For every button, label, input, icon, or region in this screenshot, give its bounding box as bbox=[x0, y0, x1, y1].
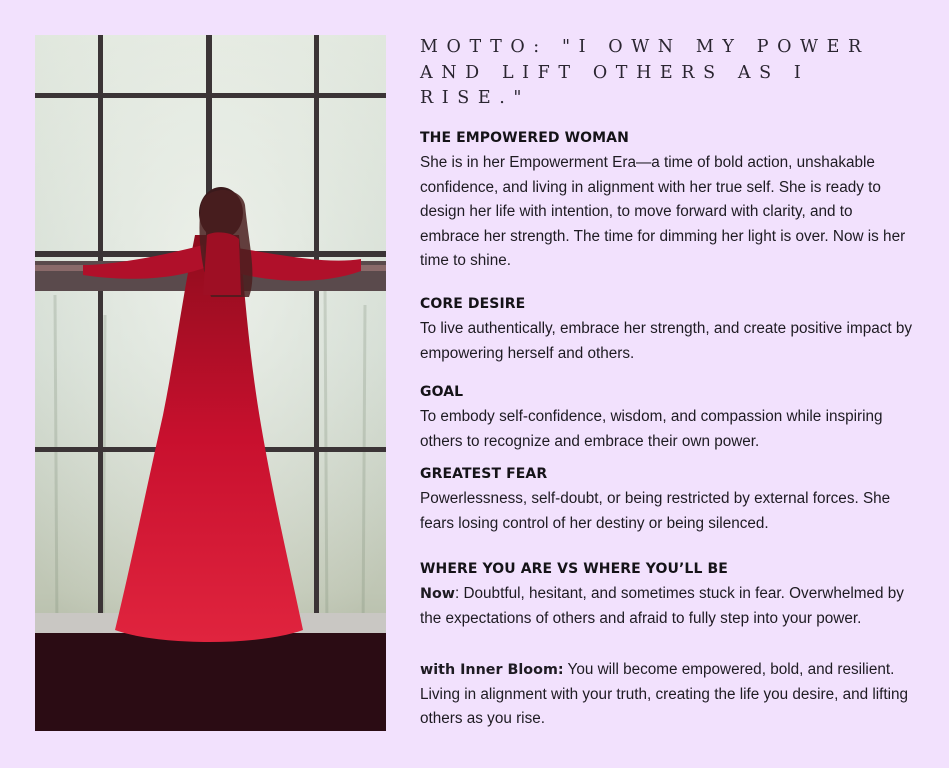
section-greatest-fear bbox=[420, 464, 915, 536]
photo-illustration bbox=[35, 35, 386, 731]
bloom-text: You will become empowered, bold, and resilient. Living in alignment with your truth, creating the life you desire, and lifting others as you rise. bbox=[420, 661, 909, 727]
section-inner-bloom bbox=[420, 655, 915, 732]
section-title: GOAL bbox=[420, 384, 464, 400]
section-goal bbox=[420, 382, 915, 454]
text-panel bbox=[420, 35, 915, 727]
section-core-desire bbox=[420, 294, 915, 366]
section-where-you-are bbox=[420, 559, 915, 631]
section-body: To live authentically, embrace her strength, and create positive impact by empowering herself and others. bbox=[420, 320, 913, 362]
section-title: GREATEST FEAR bbox=[420, 466, 548, 482]
section-title: CORE DESIRE bbox=[420, 296, 526, 312]
bloom-paragraph bbox=[420, 658, 915, 732]
section-body: To embody self-confidence, wisdom, and compassion while inspiring others to recognize and embrace their own power. bbox=[420, 408, 883, 450]
motto-heading: MOTTO: "I OWN MY POWER AND LIFT OTHERS AS I RISE." bbox=[420, 37, 870, 108]
section-empowered-woman bbox=[420, 128, 915, 274]
section-body: Powerlessness, self-doubt, or being restricted by external forces. She fears losing control of her destiny or being silenced. bbox=[420, 490, 891, 532]
now-paragraph bbox=[420, 582, 915, 631]
woman-in-red-dress-photo bbox=[35, 35, 386, 731]
section-title: WHERE YOU ARE VS WHERE YOU’LL BE bbox=[420, 561, 728, 577]
bloom-label: with Inner Bloom: bbox=[420, 662, 564, 678]
now-text: : Doubtful, hesitant, and sometimes stuck in fear. Overwhelmed by the expectations of others and afraid to fully step into your power. bbox=[420, 585, 904, 627]
section-body: She is in her Empowerment Era—a time of bold action, unshakable confidence, and living in alignment with her true self. She is ready to design her life with intention, to move forward with clarity, and to embrace her strength. The time for dimming her light is over. Now is her time to shine. bbox=[420, 154, 906, 269]
now-label: Now bbox=[420, 586, 455, 602]
section-title: THE EMPOWERED WOMAN bbox=[420, 130, 629, 146]
